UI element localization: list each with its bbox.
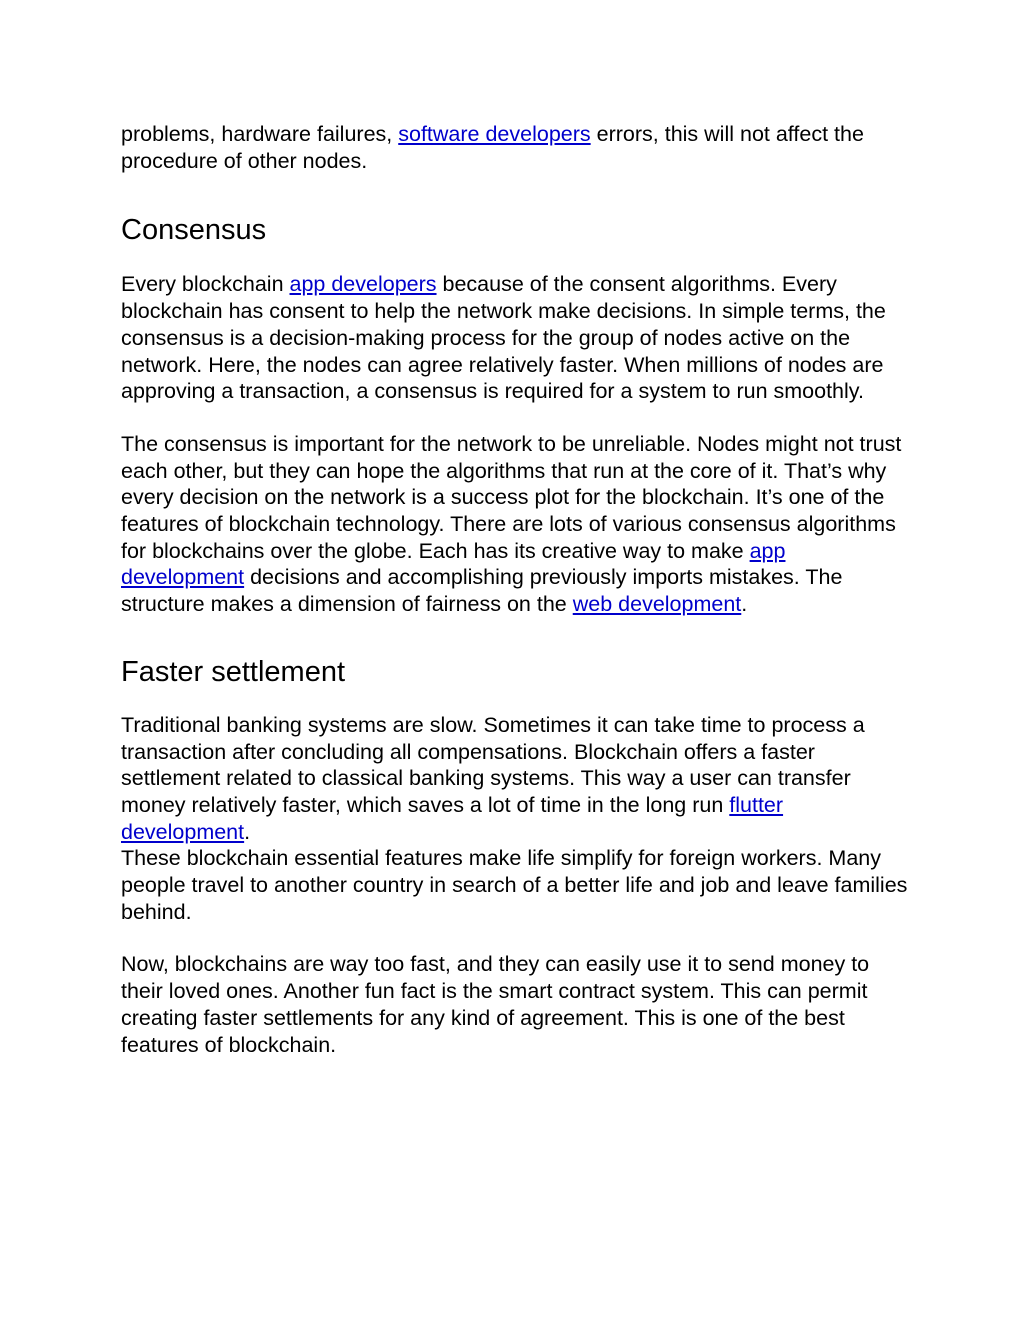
consensus-paragraph-2: [121, 431, 911, 618]
intro-text-1: problems, hardware failures,: [121, 122, 399, 146]
faster-settlement-heading: Faster settlement: [121, 655, 346, 688]
intro-text-2: errors, this will not affect the procedure of other nodes.: [121, 122, 864, 173]
consensus-p2-text-3: .: [741, 592, 748, 617]
document-page: [121, 121, 911, 1058]
faster-paragraph-2: Now, blockchains are way too fast, and they can easily use it to send money to their loved ones. Another fun fact is the smart contract system. This can permit creating faster settlements for any kind of agreement. This is one of the best features of blockchain.: [121, 952, 870, 1057]
faster-p1-text-3: These blockchain essential features make life simplify for foreign workers. Many people travel to another country in search of a better life and job and leave families behind.: [121, 846, 908, 924]
consensus-p1-text-2: because of the consent algorithms. Every blockchain has consent to help the network make decisions. In simple terms, the consensus is a decision-making process for the group of nodes active on the network. Here, the nodes can agree relatively faster. When millions of nodes are approving a transaction, a consensus is required for a system to run smoothly.: [121, 272, 886, 404]
web-development-link[interactable]: web development: [572, 592, 742, 617]
intro-paragraph: [121, 121, 911, 174]
app-developers-link[interactable]: app developers: [289, 272, 437, 297]
consensus-p2-text-2: decisions and accomplishing previously imports mistakes. The structure makes a dimension of fairness on the: [121, 565, 843, 617]
consensus-paragraph-1: [121, 271, 911, 405]
consensus-heading: Consensus: [121, 214, 267, 247]
faster-p1-text-2: .: [244, 819, 251, 844]
app-development-link[interactable]: app development: [121, 538, 786, 590]
consensus-p2-text-1: The consensus is important for the network to be unreliable. Nodes might not trust each other, but they can hope the algorithms that run at the core of it. That’s why every decision on the network is a success plot for the blockchain. It’s one of the features of blockchain technology. There are lots of various consensus algorithms for blockchains over the globe. Each has its creative way to make: [121, 431, 902, 563]
software-developers-link[interactable]: software developers: [398, 122, 591, 146]
flutter-development-link[interactable]: flutter development: [121, 792, 784, 844]
consensus-p1-text-1: Every blockchain: [121, 272, 290, 297]
faster-paragraph-1: [121, 712, 911, 926]
faster-p1-text-1: Traditional banking systems are slow. Sometimes it can take time to process a transaction after concluding all compensations. Blockchain offers a faster settlement related to classical banking systems. This way a user can transfer money relatively faster, which saves a lot of time in the long run: [121, 712, 865, 817]
